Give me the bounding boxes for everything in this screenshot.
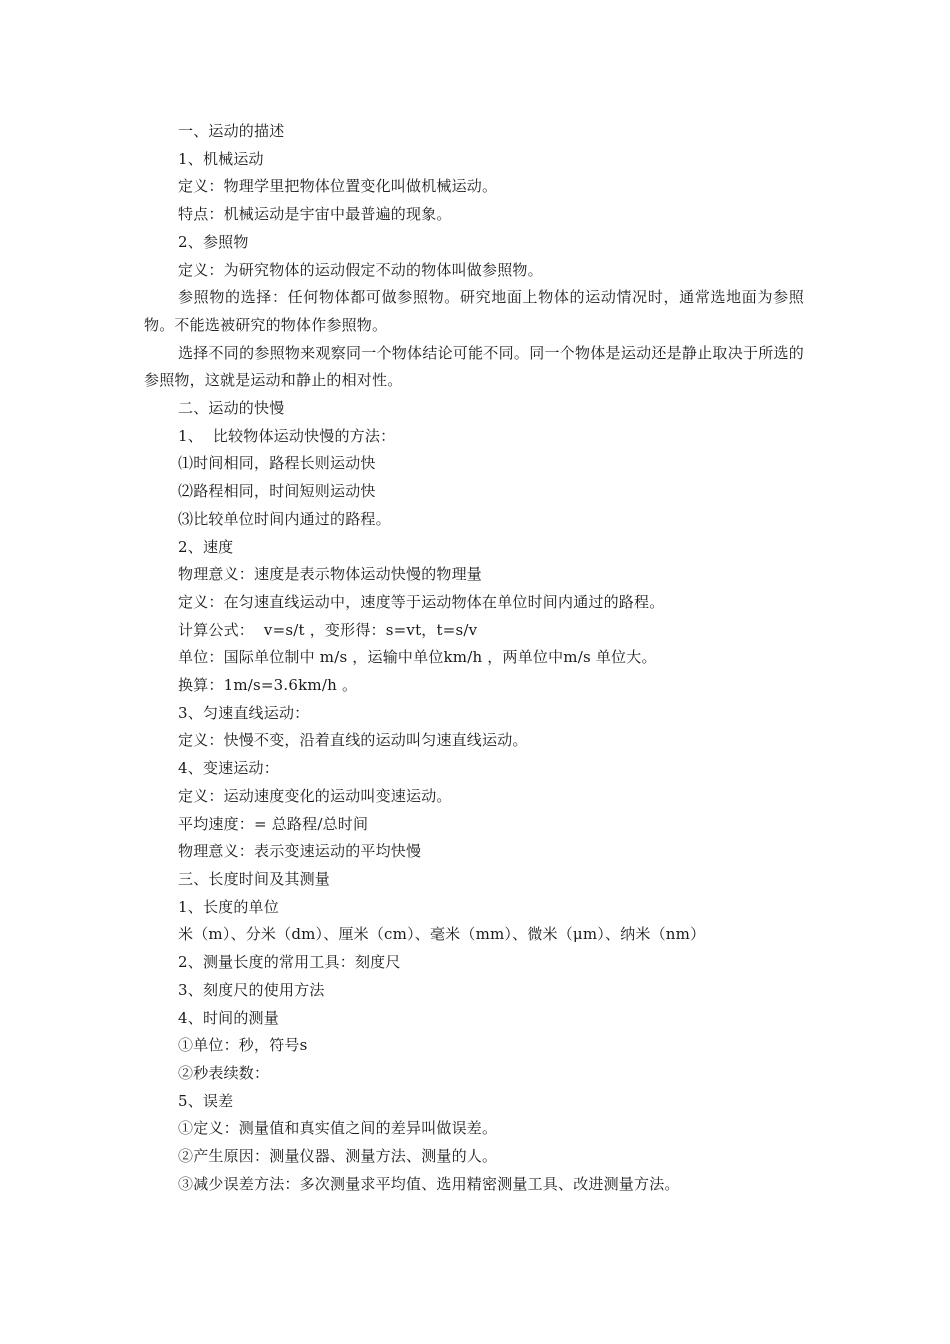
text-line: 特点：机械运动是宇宙中最普遍的现象。: [178, 205, 452, 224]
units-list-line: 米（m）、分米（dm）、厘米（cm）、毫米（mm）、微米（μm）、纳米（nm）: [178, 925, 706, 944]
text-line: 定义：物理学里把物体位置变化叫做机械运动。: [178, 177, 498, 196]
text-line: 物理意义：表示变速运动的平均快慢: [178, 842, 422, 861]
subheading-length-units: 1、长度的单位: [178, 897, 279, 916]
subheading-ruler-usage: 3、刻度尺的使用方法: [178, 980, 325, 999]
list-item: ②秒表续数：: [178, 1063, 270, 1082]
subheading-uniform-motion: 3、匀速直线运动：: [178, 703, 310, 722]
text-line: 定义：为研究物体的运动假定不动的物体叫做参照物。: [178, 260, 543, 279]
section-heading-measurement: 三、长度时间及其测量: [178, 869, 331, 888]
list-item: ②产生原因：测量仪器、测量方法、测量的人。: [178, 1147, 498, 1166]
section-heading-motion-description: 一、运动的描述: [178, 122, 285, 140]
subheading-velocity: 2、速度: [178, 537, 234, 556]
subheading-variable-motion: 4、变速运动：: [178, 759, 279, 778]
list-item: ①单位：秒，符号s: [178, 1036, 308, 1055]
subheading-error: 5、误差: [178, 1091, 234, 1110]
document-body: [144, 118, 804, 1198]
subheading-mechanical-motion: 1、机械运动: [178, 149, 264, 168]
text-line: 平均速度：= 总路程/总时间: [178, 814, 369, 833]
units-line: 单位：国际单位制中 m/s ，运输中单位km/h ，两单位中m/s 单位大。: [178, 648, 657, 667]
formula-line: 计算公式： v=s/t ，变形得：s=vt，t=s/v: [178, 620, 478, 639]
subheading-time-measurement: 4、时间的测量: [178, 1008, 279, 1027]
list-item: ①定义：测量值和真实值之间的差异叫做误差。: [178, 1119, 498, 1138]
section-heading-speed: 二、运动的快慢: [178, 399, 285, 418]
list-item: ⑴时间相同，路程长则运动快: [178, 454, 376, 473]
text-line: 定义：快慢不变，沿着直线的运动叫匀速直线运动。: [178, 731, 528, 750]
list-item: ③减少误差方法：多次测量求平均值、选用精密测量工具、改进测量方法。: [178, 1174, 680, 1193]
subheading-compare-methods: 1、 比较物体运动快慢的方法：: [178, 426, 396, 445]
list-item: ⑵路程相同，时间短则运动快: [178, 482, 376, 501]
text-line: 定义：在匀速直线运动中，速度等于运动物体在单位时间内通过的路程。: [178, 592, 665, 611]
list-item: ⑶比较单位时间内通过的路程。: [178, 509, 391, 528]
paragraph-relativity: 选择不同的参照物来观察同一个物体结论可能不同。同一个物体是运动还是静止取决于所选的参照物，这就是运动和静止的相对性。: [144, 343, 804, 390]
conversion-line: 换算：1m/s=3.6km/h 。: [178, 676, 358, 695]
text-line: 定义：运动速度变化的运动叫变速运动。: [178, 786, 452, 805]
text-line: 物理意义：速度是表示物体运动快慢的物理量: [178, 565, 483, 584]
subheading-length-tool: 2、测量长度的常用工具：刻度尺: [178, 953, 401, 972]
subheading-reference-object: 2、参照物: [178, 232, 249, 251]
paragraph-reference-choice: 参照物的选择：任何物体都可做参照物。研究地面上物体的运动情况时，通常选地面为参照物。不能选被研究的物体作参照物。: [144, 288, 804, 334]
